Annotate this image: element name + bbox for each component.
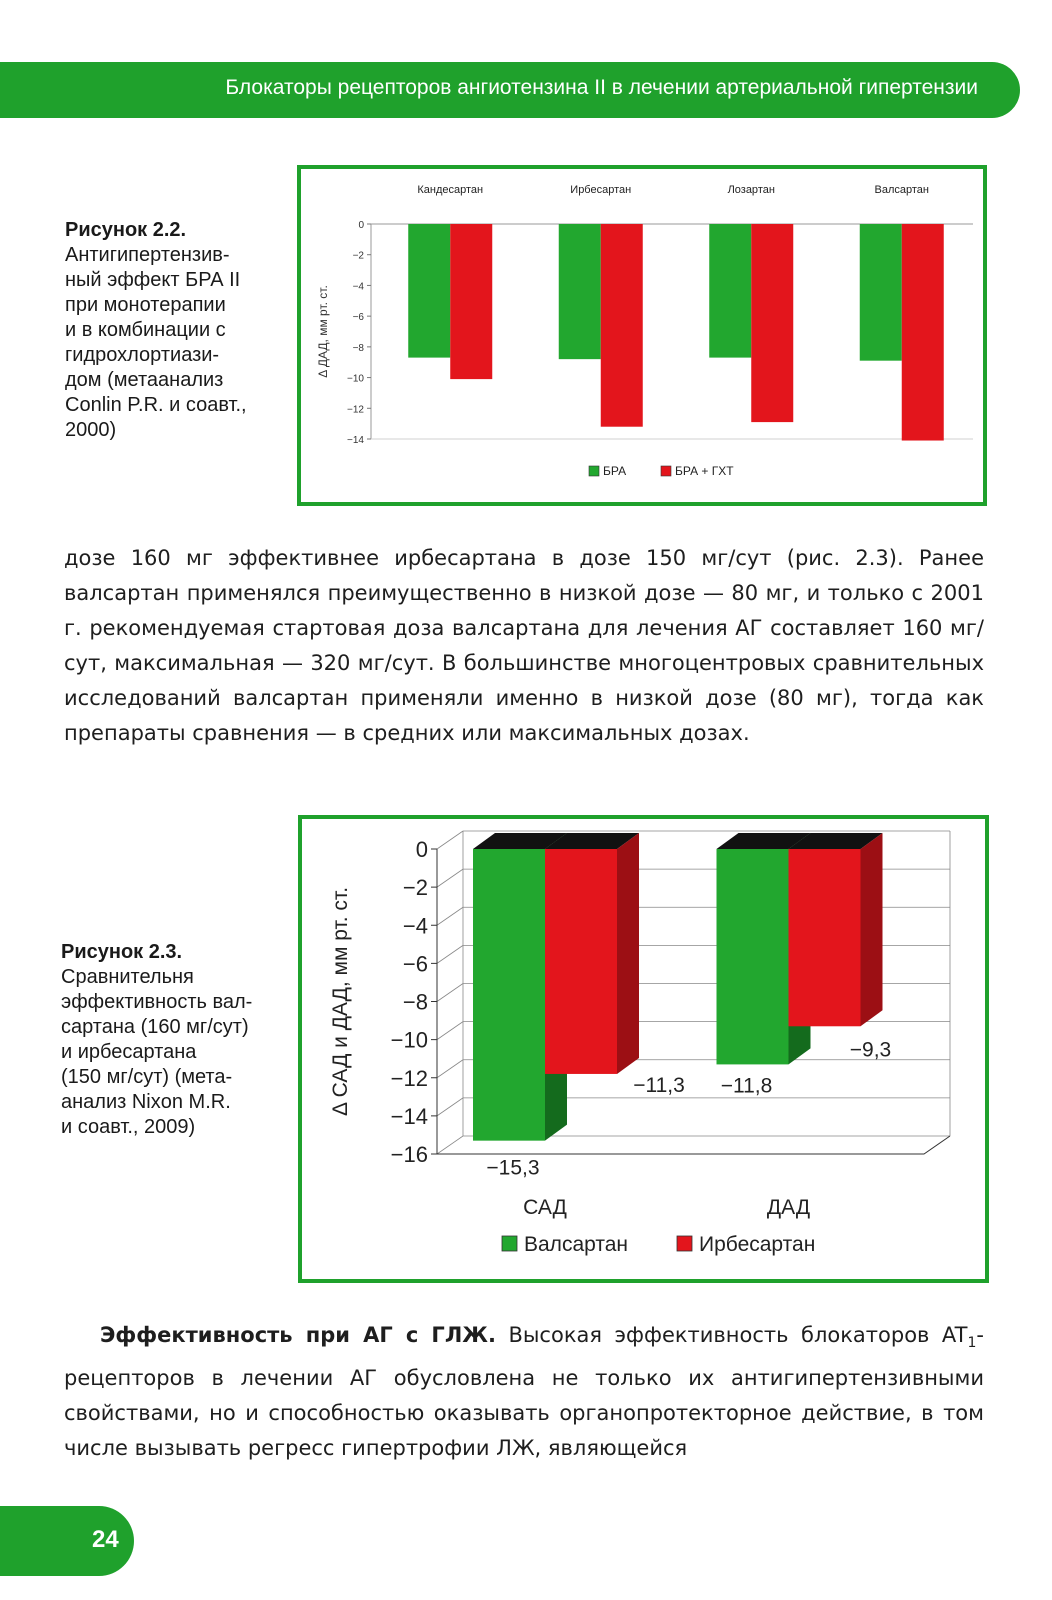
legend-swatch [589,466,599,476]
bar [751,224,793,422]
y-tick-label: −14 [347,435,364,446]
paragraph-2 [64,1318,984,1466]
data-label: −11,8 [720,1074,773,1098]
y-tick-label: −6 [352,312,364,324]
y-tick-label: −10 [347,373,364,385]
category-label: Лозартан [727,184,775,196]
legend-label: БРА + ГХТ [675,464,734,478]
category-label: Валсартан [874,184,929,196]
bar [473,849,545,1141]
bar [545,849,617,1074]
bar [408,224,450,358]
data-label: −9,3 [849,1038,892,1062]
y-tick-label: −2 [352,250,364,262]
grid-side-line [437,1136,463,1154]
data-label: −11,3 [633,1073,685,1097]
grid-side-line [437,984,463,1002]
y-tick-label: −14 [390,1103,428,1129]
grid-side-line [437,831,463,849]
bar [709,224,751,358]
category-label: Кандесартан [417,184,484,196]
data-label: −15,3 [486,1156,540,1180]
page-number: 24 [92,1526,119,1553]
y-tick-label: −4 [352,281,364,293]
figure-2-3-description: Сравнительня эффективность вал- сартана (160 мг/сут) и ирбесартана (150 мг/сут) (мета- анализ Nixon M.R. и соавт., 2009) [61,966,253,1138]
y-tick-label: −8 [402,989,428,1015]
chart-2-2-svg [301,169,983,502]
bar [902,224,944,441]
paragraph-2-text-b: -рецепторов в лечении АГ обусловлена не только их антигипертензивными свойствами, но и способностью оказывать органопротекторное действие, в том числе вызывать регресс гипертрофии ЛЖ, являющейся [64,1323,984,1461]
figure-2-3-chart [298,815,989,1283]
y-axis-title: Δ САД и ДАД, мм рт. ст. [329,886,352,1117]
bar-side-face [617,833,639,1074]
category-label: Ирбесартан [570,184,632,196]
running-header-title: Блокаторы рецепторов ангиотензина II в лечении артериальной гипертензии [225,76,978,99]
bar [559,224,601,359]
grid-side-line [437,945,463,963]
y-tick-label: 0 [415,837,428,862]
bar-side-face [861,833,883,1026]
figure-2-3-label: Рисунок 2.3. [61,941,183,963]
chart-2-3-svg [302,819,985,1279]
y-tick-label: −12 [347,404,364,416]
bar [860,224,902,361]
legend-swatch [502,1236,517,1251]
grid-side-line [437,1022,463,1040]
bar [717,849,789,1064]
paragraph-2-text-a: Высокая эффективность блокаторов AT [495,1323,968,1347]
legend-label: БРА [603,464,627,478]
figure-2-2-label: Рисунок 2.2. [65,219,187,241]
figure-2-3-caption [61,940,291,1140]
figure-2-2-chart [297,165,987,506]
grid-side-line [437,1060,463,1078]
legend-swatch [677,1236,692,1251]
paragraph-2-subscript: 1 [967,1335,977,1352]
grid-side-line [437,1098,463,1116]
bar [450,224,492,379]
grid-side-line [437,907,463,925]
category-label: ДАД [766,1196,811,1219]
y-tick-label: −16 [390,1142,428,1167]
header-band [0,62,1020,118]
y-tick-label: −4 [402,913,428,939]
figure-2-2-description: Антигипертензив- ный эффект БРА II при монотерапии и в комбинации с гидрохлортиази- дом (метаанализ Conlin P.R. и соавт., 2000) [65,244,247,441]
legend-label: Валсартан [524,1233,628,1256]
paragraph-1: дозе 160 мг эффективнее ирбесартана в дозе 150 мг/сут (рис. 2.3). Ранее валсартан применялся преимущественно в низкой дозе — 80 мг, и только с 2001 г. рекомендуемая стартовая доза валсартана для лечения АГ составляет 160 мг/сут, максимальная — 320 мг/сут. В большинстве многоцентровых сравнительных исследований валсартан применяли именно в низкой дозе (80 мг), тогда как препараты сравнения — в средних или максимальных дозах. [64,546,984,745]
y-axis-title: Δ ДАД, мм рт. ст. [316,285,330,378]
page-number-band [0,1506,134,1576]
legend-label: Ирбесартан [699,1233,816,1256]
grid-side-line [437,869,463,887]
bar [601,224,643,427]
paragraph-2-heading: Эффективность при АГ с ГЛЖ. [100,1323,496,1347]
figure-2-2-caption [65,218,290,443]
y-tick-label: 0 [358,220,364,231]
y-tick-label: −2 [402,875,428,901]
y-tick-label: −8 [352,342,364,354]
bar [789,849,861,1026]
legend-swatch [661,466,671,476]
y-tick-label: −12 [390,1065,428,1091]
category-label: САД [523,1196,567,1219]
y-tick-label: −6 [402,951,428,977]
y-tick-label: −10 [390,1027,428,1053]
